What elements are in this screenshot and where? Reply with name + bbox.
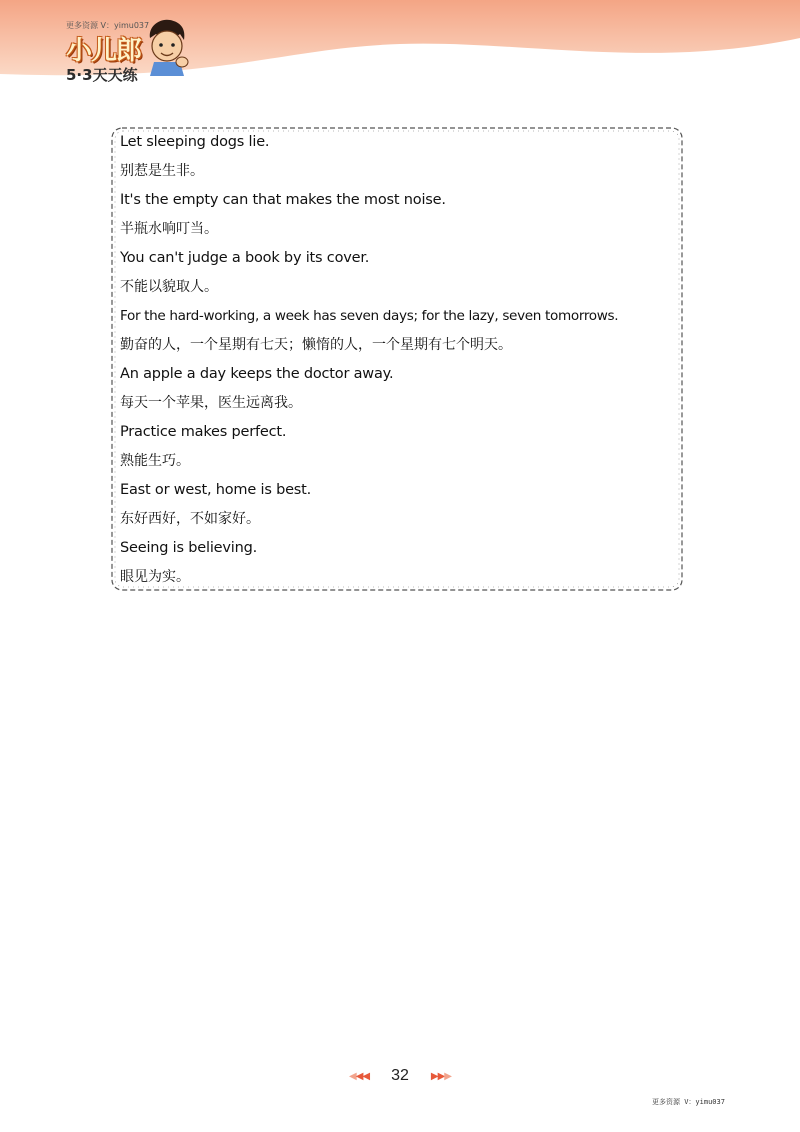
proverb-chinese: 眼见为实。 xyxy=(120,569,190,585)
logo-subtitle: 5·3天天练 xyxy=(66,66,138,84)
page-footer xyxy=(330,1064,470,1088)
proverb-english: For the hard-working, a week has seven days; for the lazy, seven tomorrows. xyxy=(120,308,619,324)
proverb-list xyxy=(120,128,680,592)
proverb-english: It's the empty can that makes the most noise. xyxy=(120,192,446,208)
proverb-english: Seeing is believing. xyxy=(120,540,257,556)
proverb-chinese: 别惹是生非。 xyxy=(120,163,204,179)
boy-mascot-icon xyxy=(144,18,190,76)
publisher-logo xyxy=(56,18,196,88)
proverb-english: Let sleeping dogs lie. xyxy=(120,134,270,150)
proverb-english: East or west, home is best. xyxy=(120,482,312,498)
page-number: 32 xyxy=(391,1067,409,1084)
proverb-chinese: 勤奋的人，一个星期有七天；懒惰的人，一个星期有七个明天。 xyxy=(120,337,512,353)
logo-brand: 小儿郎 xyxy=(66,36,142,66)
proverb-chinese: 熟能生巧。 xyxy=(120,453,190,469)
proverb-english: You can't judge a book by its cover. xyxy=(120,250,370,266)
proverb-english: An apple a day keeps the doctor away. xyxy=(120,366,394,382)
proverb-chinese: 半瓶水响叮当。 xyxy=(120,221,218,237)
proverb-chinese: 每天一个苹果，医生远离我。 xyxy=(120,395,302,411)
footer-watermark-note: 更多资源 V：yimu037 xyxy=(652,1098,725,1106)
proverb-chinese: 不能以貌取人。 xyxy=(120,279,218,295)
proverb-english: Practice makes perfect. xyxy=(120,424,287,440)
right-arrows-icon: ▶▶▶ xyxy=(430,1070,451,1082)
logo-top-text: 更多资源 V：yimu037 xyxy=(66,21,150,30)
left-arrows-icon: ◀◀◀ xyxy=(349,1070,370,1082)
proverb-chinese: 东好西好，不如家好。 xyxy=(120,511,260,527)
